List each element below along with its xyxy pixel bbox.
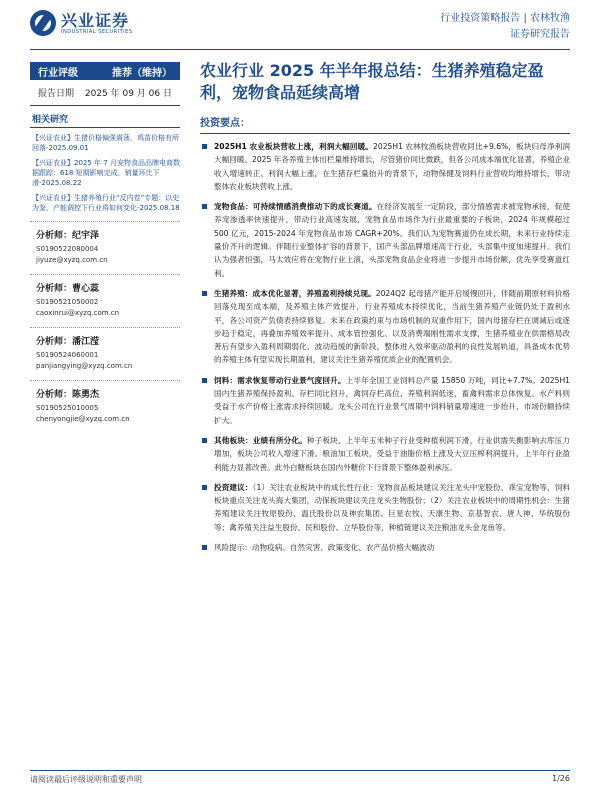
analyst-cert: S0190522080004: [36, 245, 99, 253]
analyst-label: 分析师：: [36, 337, 73, 347]
logo-name: 兴业证券: [61, 10, 130, 30]
key-point-lead: 其他板块：业绩有所分化。: [214, 435, 307, 445]
page-number: 1/26: [552, 774, 570, 783]
date-row: [30, 80, 180, 106]
analyst-label: 分析师：: [36, 390, 73, 400]
key-point-text: 种子板块，上半年玉米种子行业受种植利润下滑、行业供需失衡影响去库压力增加，板块公司收入增速下滑。粮油加工板块，受益于油脂价格上涨及大豆压榨利润提升，上半年行业盈利能力显著改善。此外白糖板块在国内外糖价下行背景下整体盈利承压。: [214, 435, 571, 472]
key-point-lead: 2025H1 农业板块营收上涨，利润大幅回暖。: [214, 142, 374, 151]
sector: 农林牧渔: [530, 13, 570, 24]
related-title: 相关研究: [30, 112, 180, 128]
rating-value: 推荐（维持）: [112, 67, 172, 79]
report-category: 证券研究报告: [510, 29, 570, 40]
rating-label: 行业评级: [38, 67, 78, 79]
key-point-lead: 饲料：需求恢复带动行业景气度回升。: [214, 375, 346, 385]
key-point-text: （1）关注农业板块中的成长性行业：宠物食品板块建议关注龙头中宠股份、乖宝宠物等，饲料板块重点关注龙头海大集团，动保板块建议关注龙头生物股份；（2）关注农业板块中的周期性机会：生猪养殖建议关注牧原股份、温氏股份以及神农集团、巨星农牧、天康生物、京基智农、唐人神、华统股份等；禽养殖关注益生股份、民和股份、立华股份等，种植链建议关注粮油龙头金龙鱼等。: [214, 482, 571, 532]
analyst-block: [30, 221, 180, 266]
page-header: [0, 0, 600, 50]
key-point: [200, 481, 570, 534]
page-footer: [30, 770, 570, 785]
logo-subtitle: INDUSTRIAL SECURITIES: [61, 28, 133, 35]
rating-bar: [30, 62, 180, 80]
report-type: 行业投资策略报告: [440, 13, 521, 24]
analyst-email[interactable]: chenyongjie@xyzq.com.cn: [36, 415, 130, 423]
analyst-cert: S0190525010005: [36, 404, 99, 412]
date-value: 2025 年 09 月 06 日: [84, 89, 172, 99]
key-point: [200, 434, 570, 474]
date-label: 报告日期: [38, 89, 75, 99]
analyst-block: [30, 327, 180, 372]
analyst-email[interactable]: panjiangying@xyzq.com.cn: [36, 362, 133, 370]
key-point-text: 在经济发展至一定阶段，部分情感需求被宠物承接，促使养宠渗透率快速提升，带动行业高速发展，宠物食品市场作为行业最重要的子板块，2024 年规模超过 500 亿元，2015-2024 年宠物食品市场 CAGR+20%。我们认为宠物赛道仍在成长期，未来行业持续走量价齐升的逻辑。伴随行业整体扩容的背景下，国产头部品牌增速高于行业，头部集中度加速提升。我们认为强者恒强，马太效应将在宠物行业上演，头部宠物食品企业将进一步提升市场份额，优先享受赛道红利。: [214, 202, 571, 278]
report-title: 农业行业 2025 年半年报总结：生猪养殖稳定盈利，宠物食品延续高增: [200, 61, 544, 102]
key-point: [200, 200, 570, 280]
analyst-label: 分析师：: [36, 231, 73, 241]
key-points-list: [200, 140, 570, 554]
key-point: [200, 374, 570, 427]
analyst-name: 纪宇泽: [72, 231, 100, 241]
analyst-email[interactable]: caoxinrui@xyzq.com.cn: [36, 309, 120, 317]
analyst-label: 分析师：: [36, 284, 73, 294]
related-link[interactable]: 【兴证农业】2025 年 7 月宠物食品品牌电商数据跟踪：618 短期影响完成，销量环比下滑-2025.08.22: [32, 159, 180, 187]
key-point-text: 2024Q2 起母猪产能开启缓慢回升，伴随前期原材料价格回落兑现至成本端，及养殖主体产效提升，行业养殖成本持续优化，当前生猪养殖产业链仍处于盈利水平，各公司资产负债表持续修复。未来在政策约束与市场机制的双重作用下，国内母猪存栏在调减后或逐步趋于稳定，再叠加养殖效率提升、成本管控强化、以及消费端刚性需求支撑，生猪养殖业在供需格局改善后有望步入盈利周期弱化、波动趋缓的新阶段，整体进入效率驱动盈利的良性发展轨道，具备成本优势的养殖主体有望实现长期盈利，建议关注生猪养殖优质企业的配置机会。: [214, 288, 571, 365]
risk-note: [200, 541, 570, 554]
analyst-name: 曹心蕊: [72, 284, 100, 294]
logo-icon: [30, 10, 56, 36]
key-point-text: 上半年全国工业饲料总产量 15850 万吨，同比+7.7%。2025H1 国内生猪养殖保持盈利、存栏同比回升，禽饲存栏高位、养殖利润低迷，畜禽料需求总体恢复。水产料则受益于水产价格上涨需求持续回暖。龙头公司在行业景气周期中饲料销量增速进一步抬升，市场份额持续扩大。: [214, 375, 570, 425]
key-point-lead: 宠物食品：可持续情感消费推动下的成长赛道。: [214, 202, 377, 212]
key-point-text: 风险提示：动物疫病、自然灾害、政策变化、农产品价格大幅波动: [214, 543, 435, 553]
related-link[interactable]: 【兴证农业】生猪养殖行业“反内卷”专题：以史为鉴，产能调控下行业将如何变化-2025.08.18: [32, 194, 180, 212]
key-point-lead: 投资建议：: [214, 482, 253, 492]
analyst-block: [30, 380, 180, 425]
key-point-lead: 生猪养殖：成本优化显著，养殖盈利持续兑现。: [214, 288, 376, 298]
related-link[interactable]: 【兴证农业】生猪价格偏强震荡，鸡苗价格有所回落-2025.09.01: [32, 134, 179, 152]
key-point: [200, 140, 570, 193]
header-divider: [30, 49, 570, 50]
analyst-name: 陈勇杰: [72, 390, 100, 400]
analyst-name: 潘江滢: [72, 337, 100, 347]
footer-disclaimer: 请阅读最后评级说明和重要声明: [30, 775, 142, 784]
key-point: [200, 287, 570, 367]
sidebar: [30, 62, 180, 425]
key-point-text: 2025H1 农林牧渔板块营收同比+9.6%，板块归母净利润大幅回暖。2025 年各养殖主体出栏量维持增长，尽管猪价同比微跌，但各公司成本端优化显著，养殖企业收入增速转正、利润大幅上涨，在生猪存栏量抬升的背景下，动物保健及饲料行业营收均维持增长，带动整体农业板块营收上涨。: [214, 142, 571, 191]
report-meta: 行业投资策略报告 | 农林牧渔 证券研究报告: [440, 11, 570, 43]
analyst-cert: S0190521050002: [36, 298, 99, 306]
analyst-cert: S0190524060001: [36, 351, 99, 359]
analyst-email[interactable]: jiyuze@xyzq.com.cn: [36, 256, 108, 264]
key-points-title: 投资要点：: [200, 114, 570, 134]
analyst-block: [30, 274, 180, 319]
main-content: [200, 60, 570, 561]
company-logo: [30, 10, 133, 36]
